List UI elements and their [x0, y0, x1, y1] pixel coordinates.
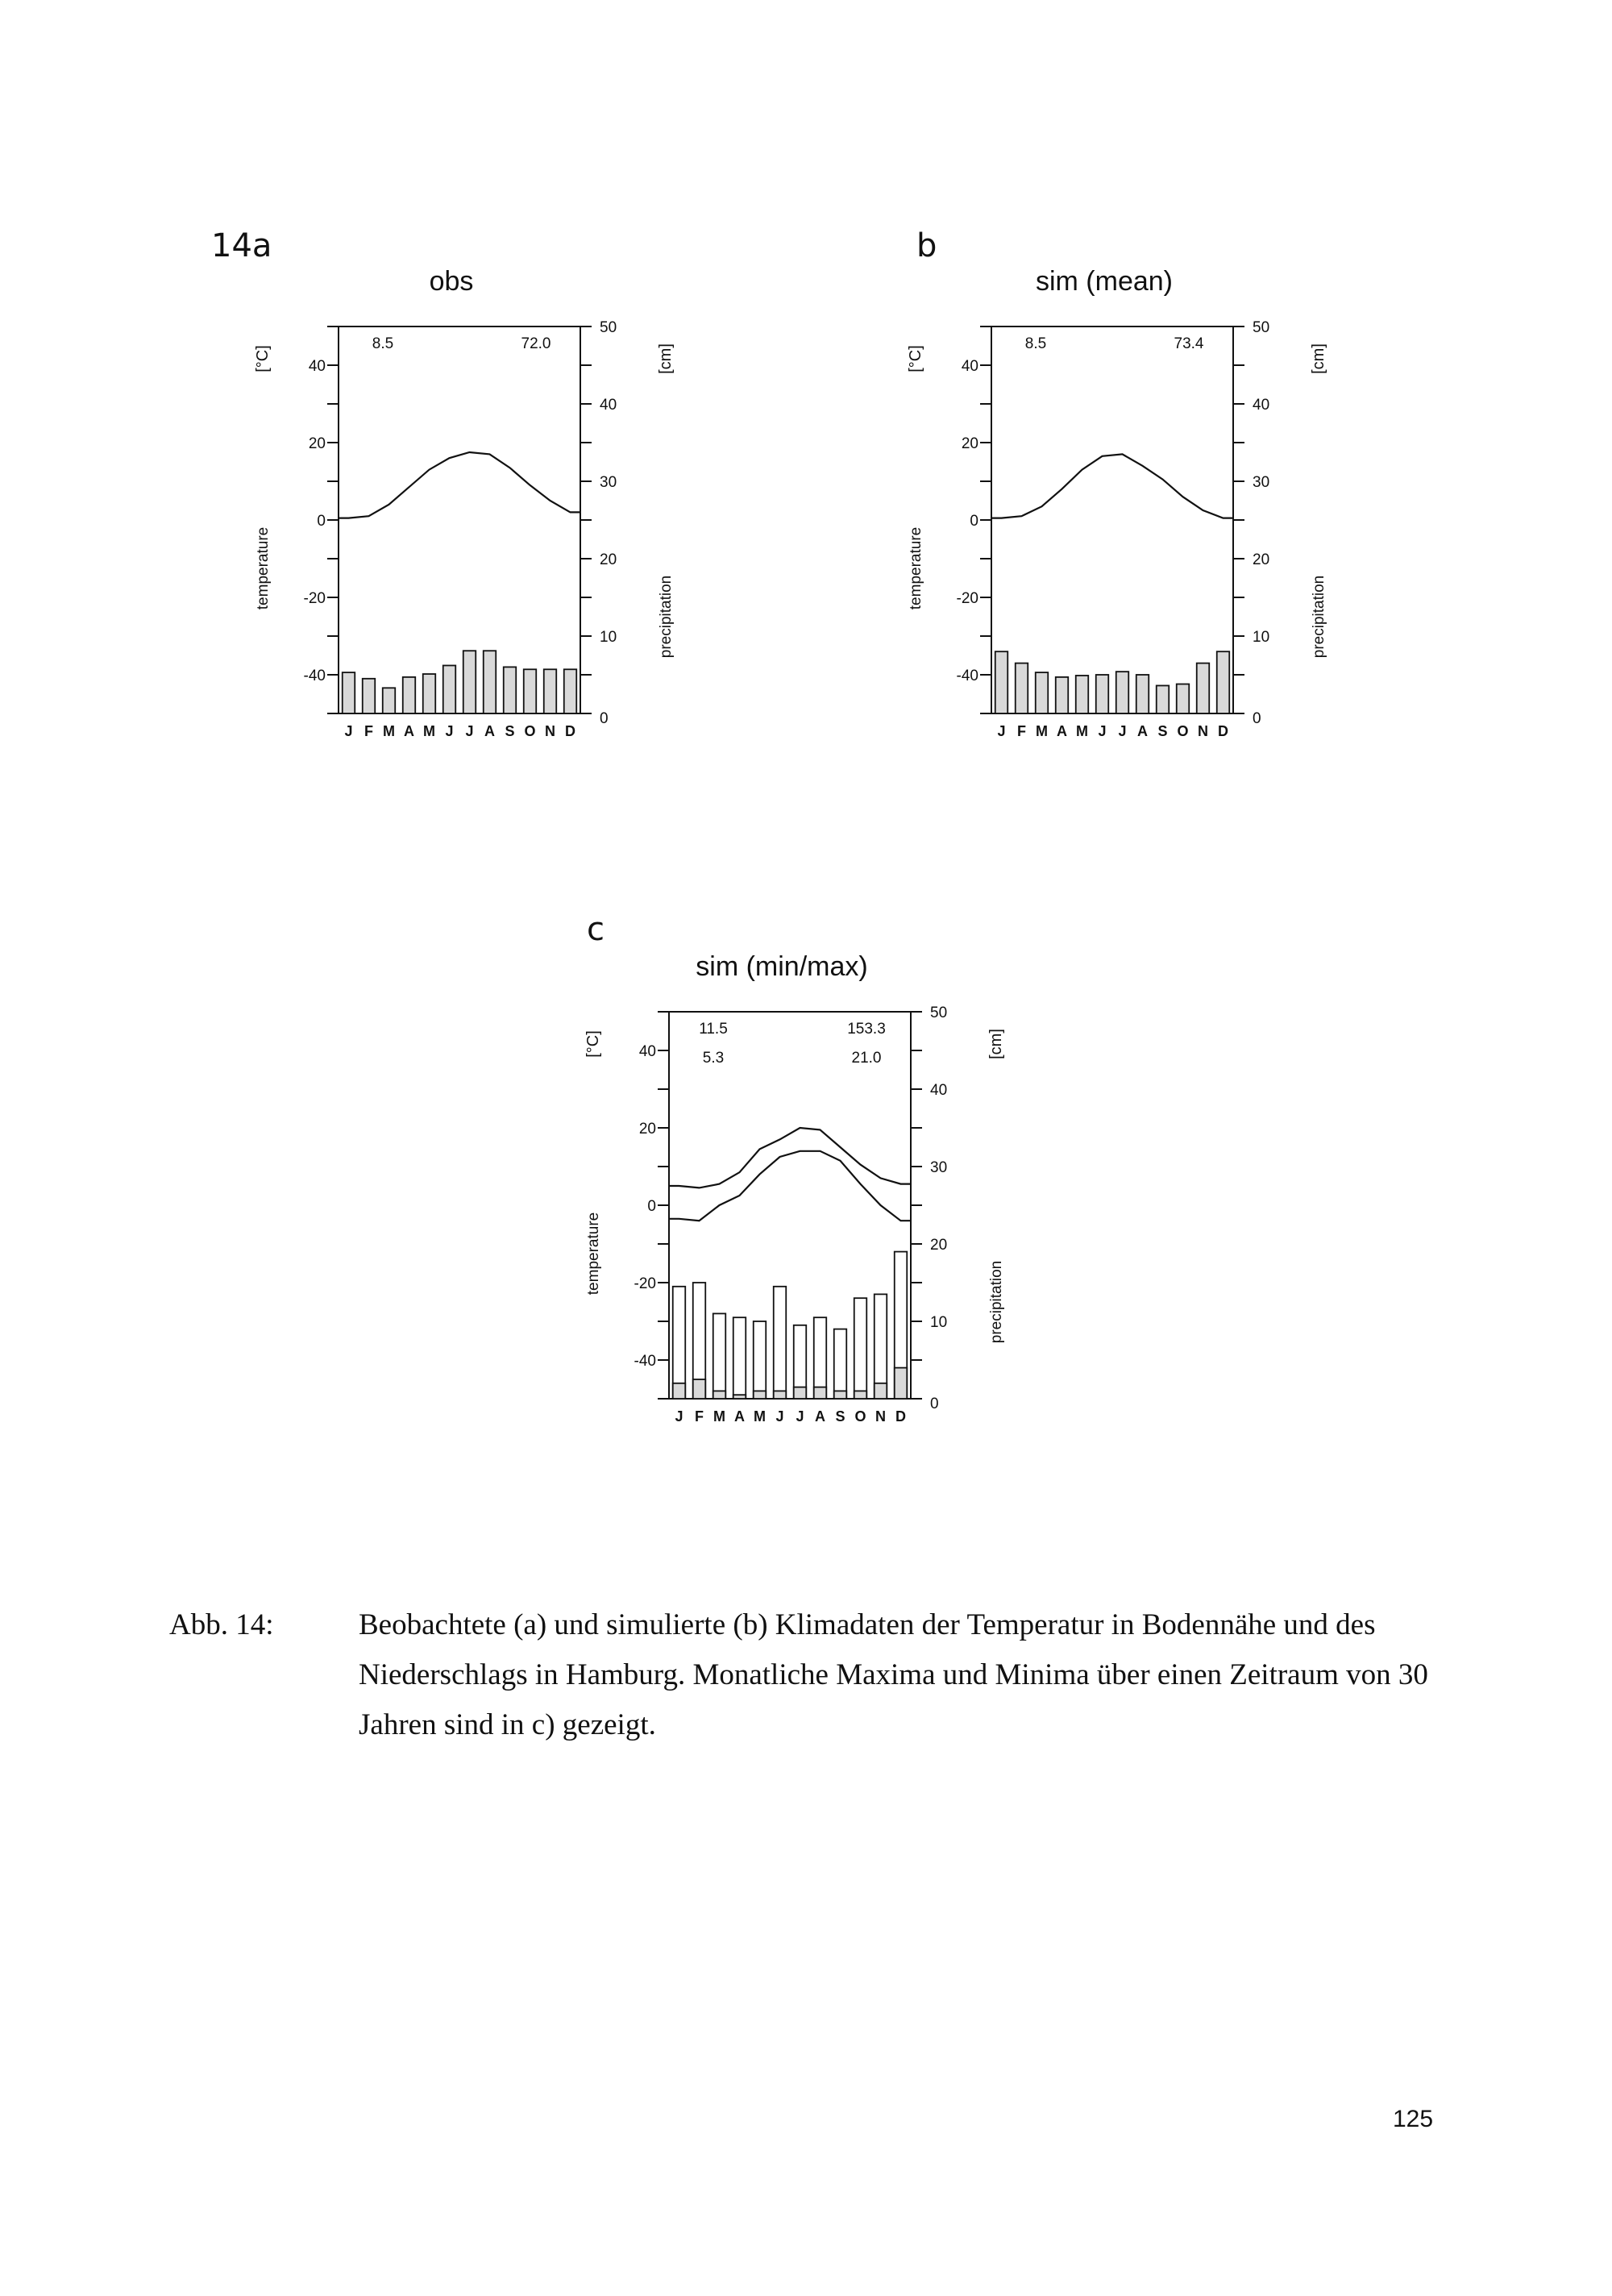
x-tick-label: M [754, 1408, 766, 1425]
x-tick-label: M [423, 723, 435, 739]
precip-bar [423, 674, 436, 713]
x-tick-label: D [565, 723, 575, 739]
right-tick-label: 50 [1253, 319, 1270, 336]
x-tick-label: A [815, 1408, 825, 1425]
precip-bar [754, 1391, 767, 1399]
right-tick-label: 50 [600, 319, 617, 336]
precip-bar [343, 672, 355, 713]
x-tick-label: J [1098, 723, 1107, 739]
left-tick-label: 20 [638, 1121, 656, 1138]
left-axis-label: temperature [255, 526, 272, 610]
precip-bar [1056, 677, 1069, 713]
x-tick-label: J [344, 723, 353, 739]
right-tick-label: 10 [930, 1314, 948, 1331]
x-tick-label: J [465, 723, 474, 739]
chart-sim-min-max [572, 951, 1056, 1467]
page-number: 125 [1393, 2106, 1434, 2132]
precip-bar [1177, 684, 1190, 713]
precip-bar [1197, 663, 1210, 713]
x-tick-label: J [1118, 723, 1127, 739]
stat-annotation: 8.5 [372, 335, 394, 352]
precip-bar [834, 1329, 847, 1399]
chart-title: sim (min/max) [696, 951, 868, 982]
x-tick-label: D [895, 1408, 906, 1425]
precip-bar [1076, 676, 1089, 713]
precip-bar [854, 1298, 867, 1399]
precip-bar [564, 669, 577, 713]
left-tick-label: 20 [961, 435, 978, 452]
precip-bar [504, 667, 517, 713]
precip-bar [834, 1391, 847, 1399]
right-tick-label: 0 [600, 710, 609, 727]
x-tick-label: O [1177, 723, 1189, 739]
right-tick-label: 30 [1253, 474, 1270, 491]
precip-bar [463, 651, 476, 713]
left-axis-label: temperature [908, 526, 924, 610]
temperature-line [669, 1128, 911, 1188]
right-tick-label: 50 [930, 1004, 948, 1021]
figure-label: 14a [211, 227, 272, 264]
temperature-line [339, 452, 580, 518]
chart-title: obs [429, 266, 474, 297]
right-tick-label: 10 [600, 629, 617, 646]
x-tick-label: A [484, 723, 495, 739]
precip-bar [363, 679, 376, 713]
precip-bar [794, 1387, 807, 1399]
x-tick-label: F [695, 1408, 704, 1425]
precip-bar [875, 1383, 887, 1399]
precip-bar [673, 1287, 686, 1399]
x-tick-label: A [734, 1408, 745, 1425]
right-tick-label: 20 [600, 551, 617, 568]
x-tick-label: M [1076, 723, 1088, 739]
x-tick-label: O [524, 723, 536, 739]
precip-bar [544, 669, 557, 713]
x-tick-label: M [383, 723, 395, 739]
right-axis-unit: [cm] [987, 1029, 1005, 1059]
right-axis-unit: [cm] [1310, 343, 1327, 374]
right-tick-label: 40 [600, 397, 617, 414]
chart-obs [242, 266, 725, 782]
panel-letter-c: c [587, 911, 604, 948]
x-tick-label: F [364, 723, 373, 739]
left-tick-label: 40 [308, 358, 326, 375]
left-tick-label: -40 [634, 1353, 656, 1370]
precip-bar [774, 1391, 787, 1399]
right-axis-label: precipitation [658, 575, 675, 659]
left-tick-label: -20 [956, 590, 978, 607]
precip-bar [854, 1391, 867, 1399]
x-tick-label: A [1137, 723, 1148, 739]
left-tick-label: 0 [970, 513, 978, 530]
right-axis-label: precipitation [988, 1260, 1005, 1344]
left-tick-label: 40 [961, 358, 978, 375]
precip-bar [673, 1383, 686, 1399]
stat-annotation: 73.4 [1174, 335, 1204, 352]
right-axis-unit: [cm] [657, 343, 675, 374]
precip-bar [713, 1391, 726, 1399]
precip-bar [895, 1368, 908, 1399]
caption-text: Beobachtete (a) und simulierte (b) Klimadaten der Temperatur in Bodennähe und des Niederschlags in Hamburg. Monatliche Maxima und Minima über einen Zeitraum von 30 Jahren sind in c) gezeigt. [359, 1608, 1428, 1741]
left-axis-unit: [°C] [907, 345, 924, 372]
x-tick-label: J [445, 723, 454, 739]
left-tick-label: 0 [647, 1198, 656, 1215]
stat-annotation: 8.5 [1024, 335, 1047, 352]
chart-title: sim (mean) [1035, 266, 1174, 297]
x-tick-label: S [835, 1408, 845, 1425]
left-axis-unit: [°C] [584, 1030, 602, 1058]
right-tick-label: 0 [1253, 710, 1261, 727]
precip-bar [733, 1395, 746, 1399]
stat-annotation: 11.5 [699, 1021, 728, 1038]
right-tick-label: 40 [930, 1082, 948, 1099]
x-tick-label: M [1036, 723, 1048, 739]
x-tick-label: J [775, 1408, 784, 1425]
panel-letter-b: b [916, 227, 937, 264]
precip-bar [403, 677, 416, 713]
left-axis-label: temperature [585, 1212, 602, 1296]
x-tick-label: N [1198, 723, 1208, 739]
left-tick-label: -20 [303, 590, 326, 607]
x-tick-label: J [997, 723, 1006, 739]
precip-bar [1036, 672, 1049, 713]
stat-annotation: 5.3 [702, 1050, 725, 1067]
precip-bar [1136, 675, 1149, 713]
x-tick-label: A [1057, 723, 1067, 739]
caption-label: Abb. 14: [169, 1608, 274, 1641]
precip-bar [1157, 685, 1170, 713]
precip-bar [774, 1287, 787, 1399]
x-tick-label: S [505, 723, 515, 739]
precip-bar [754, 1321, 767, 1399]
left-tick-label: 20 [308, 435, 326, 452]
left-axis-unit: [°C] [254, 345, 272, 372]
precip-bar [814, 1387, 827, 1399]
right-tick-label: 0 [930, 1395, 939, 1412]
precip-bar [995, 651, 1008, 713]
x-tick-label: J [796, 1408, 804, 1425]
right-tick-label: 20 [1253, 551, 1270, 568]
precip-bar [733, 1317, 746, 1399]
precip-bar [1016, 663, 1028, 713]
x-tick-label: N [545, 723, 555, 739]
left-tick-label: -40 [303, 668, 326, 684]
precip-bar [1217, 651, 1230, 713]
right-tick-label: 30 [930, 1159, 948, 1176]
chart-sim-mean [895, 266, 1378, 782]
right-axis-label: precipitation [1311, 575, 1327, 659]
precip-bar [524, 669, 537, 713]
right-tick-label: 10 [1253, 629, 1270, 646]
x-tick-label: M [713, 1408, 725, 1425]
temperature-line [991, 454, 1233, 518]
precip-bar [1116, 672, 1129, 713]
left-tick-label: -20 [634, 1275, 656, 1292]
left-tick-label: -40 [956, 668, 978, 684]
x-tick-label: F [1017, 723, 1026, 739]
right-tick-label: 30 [600, 474, 617, 491]
x-tick-label: O [854, 1408, 866, 1425]
stat-annotation: 153.3 [847, 1021, 886, 1038]
precip-bar [713, 1313, 726, 1399]
right-tick-label: 40 [1253, 397, 1270, 414]
precip-bar [1096, 675, 1109, 713]
x-tick-label: N [875, 1408, 886, 1425]
stat-annotation: 72.0 [521, 335, 551, 352]
precip-bar [383, 688, 396, 713]
x-tick-label: D [1218, 723, 1228, 739]
x-tick-label: S [1157, 723, 1168, 739]
precip-bar [693, 1379, 706, 1399]
left-tick-label: 0 [317, 513, 326, 530]
x-tick-label: A [404, 723, 414, 739]
stat-annotation: 21.0 [851, 1050, 882, 1067]
precip-bar [443, 665, 456, 713]
left-tick-label: 40 [638, 1043, 656, 1060]
precip-bar [484, 651, 496, 713]
right-tick-label: 20 [930, 1237, 948, 1254]
x-tick-label: J [675, 1408, 683, 1425]
